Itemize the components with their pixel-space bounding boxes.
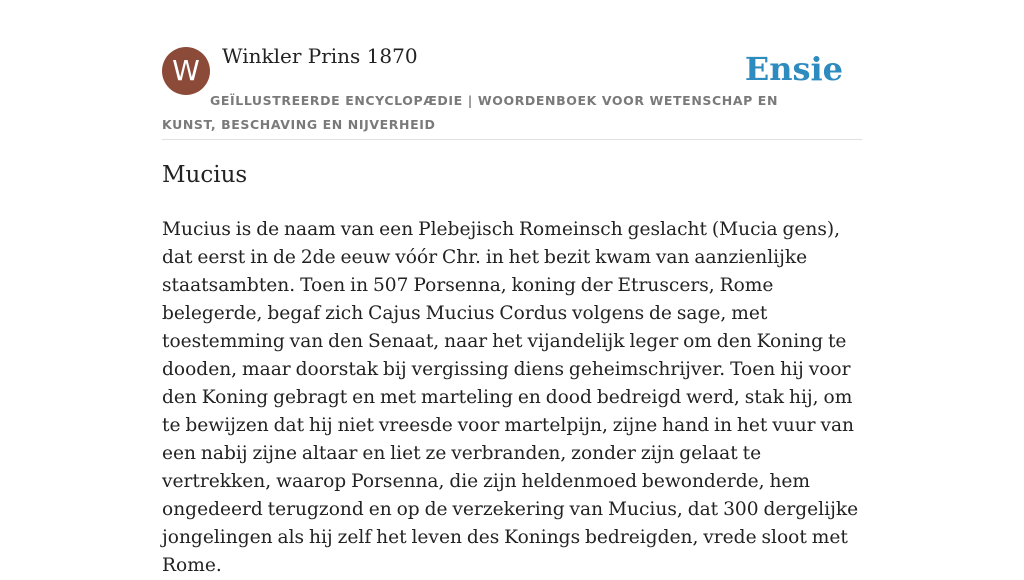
header-divider — [162, 139, 862, 140]
source-title[interactable]: Winkler Prins 1870 — [222, 44, 418, 68]
entry-title: Mucius — [162, 162, 248, 188]
brand-logo[interactable]: Ensie — [744, 50, 843, 88]
source-subtitle: GEÏLLUSTREERDE ENCYCLOPÆDIE | WOORDENBOEK VOOR WETENSCHAP EN KUNST, BESCHAVING EN NIJVERHEID — [162, 93, 779, 132]
entry-body: Mucius is de naam van een Plebejisch Romeinsch geslacht (Mucia gens), dat eerst in de 2de eeuw vóór Chr. in het bezit kwam van aanzienlijke staatsambten. Toen in 507 Porsenna, koning der Etruscers, Rome belegerde, begaf zich Cajus Mucius Cordus volgens de sage, met toestemming van den Senaat, naar het vijandelijk leger om den Koning te dooden, maar doorstak bij vergissing diens geheimschrijver. Toen hij voor den Koning gebragt en met marteling en dood bedreigd werd, stak hij, om te bewijzen dat hij niet vreesde voor martelpijn, zijne hand in het vuur van een nabij zijne altaar en liet ze verbranden, zonder zijn gelaat te vertrekken, waarop Porsenna, die zijn heldenmoed bewonderde, hem ongedeerd terugzond en op de verzekering van Mucius, dat 300 dergelijke jongelingen als hij zelf het leven des Konings bedreigden, vrede sloot met Rome. — [162, 219, 859, 576]
source-avatar[interactable]: W — [162, 47, 210, 95]
